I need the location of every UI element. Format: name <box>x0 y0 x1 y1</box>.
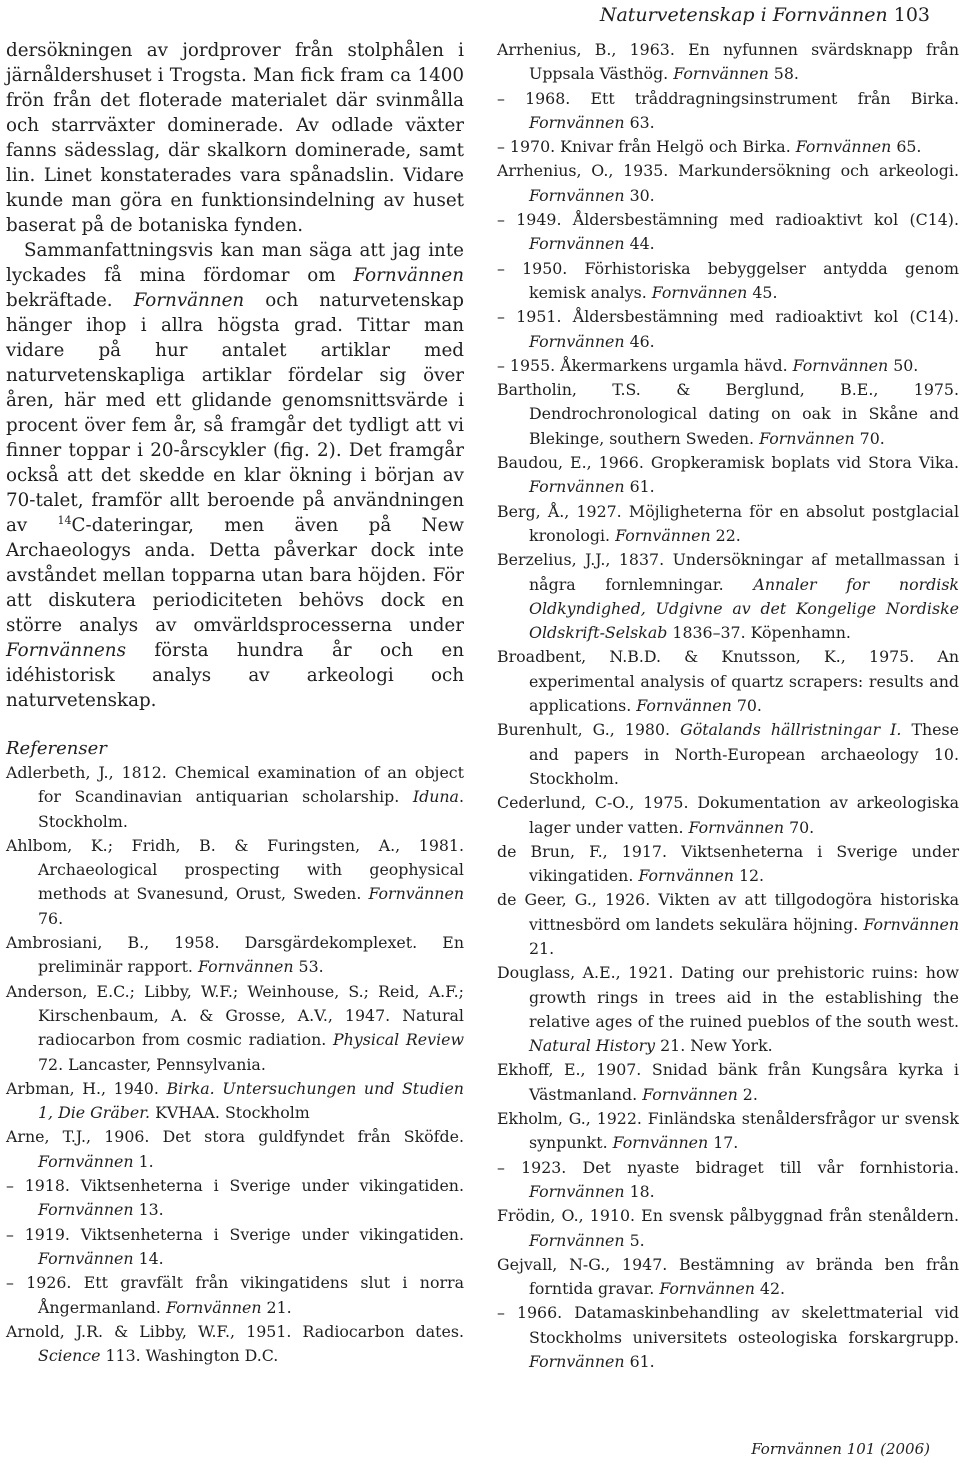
reference-entry <box>497 1204 959 1253</box>
reference-text: de Brun, F., 1917. Viktsenheterna i Sverige under vikingatiden. <box>497 841 959 886</box>
reference-text: Adlerbeth, J., 1812. Chemical examination of an object for Scandinavian antiquarian scholarship. <box>6 763 464 807</box>
reference-text: 22. <box>710 525 741 545</box>
reference-text: Gejvall, N-G., 1947. Bestämning av brända ben från forntida gravar. <box>497 1254 959 1299</box>
reference-italic: Science <box>38 1346 101 1366</box>
reference-entry <box>497 888 959 961</box>
reference-entry <box>6 1320 464 1369</box>
reference-entry <box>497 791 959 840</box>
text-span: och naturvetenskap hänger ihop i allra högsta grad. Tittar man vidare på hur antalet artiklar med naturvetenskapliga artiklar fördelar sig över åren, här med ett glidande genomsnittsvärde i procent över fem år, så framgår det tydligt att vi finner toppar i 20-årscykler (fig. 2). Det framgår också att det skedde en klar ökning i början av 70-talet, framför allt beroende på användningen av <box>6 290 464 536</box>
reference-text: 63. <box>624 112 655 132</box>
reference-text: 17. <box>708 1133 739 1153</box>
reference-text: 70. <box>784 817 815 837</box>
reference-text: Berg, Å., 1927. Möjligheterna för en absolut postglacial kronologi. <box>497 501 959 545</box>
left-column <box>6 38 464 1368</box>
reference-italic: Fornvännen <box>651 282 748 302</box>
reference-text: 65. <box>891 137 922 157</box>
reference-italic: Fornvännen <box>165 1297 262 1317</box>
reference-text: 1836–37. Köpenhamn. <box>667 623 851 643</box>
reference-italic: Fornvännen <box>529 112 625 132</box>
reference-italic: Fornvännen <box>792 355 889 375</box>
reference-text: Arnold, J.R. & Libby, W.F., 1951. Radiocarbon dates. <box>6 1321 464 1341</box>
reference-italic: Fornvännen <box>795 137 892 157</box>
reference-entry <box>6 1223 464 1272</box>
reference-italic: Fornvännen <box>615 525 711 545</box>
reference-text: Ambrosiani, B., 1958. Darsgärdekomplexet. En preliminär rapport. <box>6 933 464 977</box>
reference-text: 21. <box>261 1297 292 1317</box>
reference-entry <box>6 1125 464 1174</box>
reference-entry <box>497 1301 959 1374</box>
reference-entry <box>497 840 959 889</box>
reference-entry <box>497 38 959 87</box>
reference-text: Baudou, E., 1966. Gropkeramisk boplats vid Stora Vika. <box>497 453 959 473</box>
reference-entry <box>6 931 464 980</box>
reference-entry <box>497 305 959 354</box>
reference-text: – 1950. Förhistoriska bebyggelser antydda genom kemisk analys. <box>497 258 959 302</box>
reference-text: 13. <box>133 1200 164 1220</box>
reference-italic: Fornvännen <box>529 1181 625 1201</box>
reference-text: – 1926. Ett gravfält från vikingatidens slut i norra Ångermanland. <box>6 1273 464 1317</box>
reference-text: Arrhenius, O., 1935. Markundersökning och arkeologi. <box>497 161 959 181</box>
superscript: 14 <box>57 513 72 527</box>
reference-entry <box>497 548 959 645</box>
reference-text: – 1919. Viktsenheterna i Sverige under vikingatiden. <box>6 1224 464 1244</box>
reference-text: 42. <box>754 1279 786 1299</box>
reference-text: 21. <box>529 938 555 958</box>
reference-italic: Fornvännen <box>636 696 732 716</box>
reference-italic: Birka. Untersuchungen und Studien 1, Die Gräber. <box>38 1078 464 1123</box>
reference-text: 46. <box>624 331 655 351</box>
reference-italic: Fornvännen <box>612 1133 709 1153</box>
reference-entry <box>497 961 959 1058</box>
reference-text: 1. <box>133 1151 154 1171</box>
reference-text: 53. <box>293 957 324 977</box>
right-column <box>497 38 959 1374</box>
reference-entry <box>6 1174 464 1223</box>
reference-italic: Fornvännen <box>368 884 464 904</box>
reference-text: – 1968. Ett tråddragningsinstrument från Birka. <box>497 88 959 108</box>
reference-italic: Fornvännen <box>197 957 294 977</box>
reference-text: 113. Washington D.C. <box>100 1346 279 1366</box>
reference-entry <box>497 1156 959 1205</box>
reference-entry <box>6 980 464 1077</box>
reference-italic: Götalands hällristningar I. <box>680 720 902 740</box>
reference-italic: Fornvännen <box>642 1084 738 1104</box>
reference-text: 45. <box>747 282 778 302</box>
reference-text: . Stockholm. <box>38 787 464 831</box>
reference-text: – 1949. Åldersbestämning med radioaktivt kol (C14). <box>497 210 959 230</box>
reference-text: These and papers in North-European archaeology 10. Stockholm. <box>529 720 959 788</box>
reference-entry <box>497 208 959 257</box>
reference-text: Cederlund, C-O., 1975. Dokumentation av arkeologiska lager under vatten. <box>497 793 959 837</box>
journal-section-title: Naturvetenskap i Fornvännen <box>599 4 888 26</box>
reference-text: – 1951. Åldersbestämning med radioaktivt kol (C14). <box>497 307 959 327</box>
reference-italic: Fornvännen <box>688 817 785 837</box>
reference-text: 12. <box>733 866 765 886</box>
reference-text: 76. <box>38 908 64 928</box>
reference-text: – 1923. Det nyaste bidraget till vår fornhistoria. <box>497 1157 959 1177</box>
reference-italic: Fornvännen <box>38 1248 134 1268</box>
reference-list-left <box>6 761 464 1368</box>
reference-text: Berzelius, J.J., 1837. Undersökningar af metallmassan i några fornlemningar. <box>497 550 959 594</box>
reference-italic: Fornvännen <box>529 1352 625 1372</box>
reference-italic: Fornvännen <box>529 234 625 254</box>
reference-text: Ekhoff, E., 1907. Snidad bänk från Kungsåra kyrka i Västmanland. <box>497 1060 959 1104</box>
reference-italic: Fornvännen <box>38 1151 134 1171</box>
reference-text: 5. <box>624 1230 645 1250</box>
reference-text: Arbman, H., 1940. <box>6 1078 167 1098</box>
text-span: bekräftade. <box>6 290 134 311</box>
reference-entry <box>6 834 464 931</box>
reference-text: KVHAA. Stockholm <box>150 1103 310 1123</box>
reference-text: 21. New York. <box>655 1036 773 1056</box>
reference-text: 14. <box>133 1248 164 1268</box>
reference-text: – 1918. Viktsenheterna i Sverige under vikingatiden. <box>6 1176 464 1196</box>
reference-entry <box>497 500 959 549</box>
reference-text: – 1955. Åkermarkens urgamla hävd. <box>497 355 793 375</box>
reference-italic: Fornvännen <box>759 428 855 448</box>
reference-text: 2. <box>737 1084 758 1104</box>
journal-name: Fornvännen <box>133 290 245 311</box>
reference-entry <box>497 645 959 718</box>
reference-entry <box>6 1077 464 1126</box>
reference-entry <box>497 257 959 306</box>
reference-text: Burenhult, G., 1980. <box>497 720 681 740</box>
reference-italic: Annaler for nordisk Oldkyndighed, Udgivne av det Kongelige Nordiske Oldskrift-Selskab <box>529 574 960 643</box>
text-span: första hundra år och en idéhistorisk analys av arkeologi och naturvetenskap. <box>6 640 464 711</box>
reference-entry <box>497 1107 959 1156</box>
page-footer: Fornvännen 101 (2006) <box>751 1440 930 1458</box>
reference-entry <box>497 1058 959 1107</box>
reference-text: 61. <box>624 477 655 497</box>
reference-text: 70. <box>731 696 762 716</box>
reference-list-right <box>497 38 959 1374</box>
journal-name: Fornvännens <box>6 640 126 661</box>
reference-italic: Fornvännen <box>529 1230 625 1250</box>
reference-text: 58. <box>768 64 799 84</box>
reference-italic: Fornvännen <box>659 1279 755 1299</box>
reference-text: Ekholm, G., 1922. Finländska stenåldersfrågor ur svensk synpunkt. <box>497 1109 959 1153</box>
reference-text: 61. <box>624 1352 655 1372</box>
reference-entry <box>497 87 959 136</box>
reference-text: 44. <box>624 234 655 254</box>
reference-italic: Fornvännen <box>863 914 959 934</box>
reference-text: 30. <box>624 185 655 205</box>
reference-text: 18. <box>624 1181 655 1201</box>
reference-entry <box>6 761 464 834</box>
reference-entry <box>6 1271 464 1320</box>
reference-text: Arrhenius, B., 1963. En nyfunnen svärdsknapp från Uppsala Västhög. <box>497 40 959 84</box>
reference-entry <box>497 451 959 500</box>
reference-text: 72. Lancaster, Pennsylvania. <box>38 1054 266 1074</box>
journal-name: Fornvännen <box>353 265 464 286</box>
reference-text: – 1970. Knivar från Helgö och Birka. <box>497 137 796 157</box>
reference-entry <box>497 354 959 378</box>
reference-italic: Iduna <box>412 787 459 807</box>
text-span: C-dateringar, men även på New Archaeologys anda. Detta påverkar dock inte avståndet mellan topparna utan bara höjden. För att diskutera periodiciteten behövs dock en större analys av omvärldsprocesserna under <box>6 515 464 636</box>
reference-entry <box>497 378 959 451</box>
reference-entry <box>497 159 959 208</box>
reference-text: Douglass, A.E., 1921. Dating our prehistoric ruins: how growth rings in trees aid in the establishing the relative ages of the ruined pueblos of the south west. <box>497 963 959 1031</box>
references-heading: Referenser <box>6 738 107 759</box>
reference-text: Ahlbom, K.; Fridh, B. & Furingsten, A., 1981. Archaeological prospecting with geophysical methods at Svanesund, Orust, Sweden. <box>6 835 464 904</box>
article-body <box>6 38 464 713</box>
reference-italic: Fornvännen <box>38 1200 134 1220</box>
reference-italic: Fornvännen <box>529 477 625 497</box>
reference-italic: Fornvännen <box>529 331 625 351</box>
reference-text: – 1966. Datamaskinbehandling av skelettmaterial vid Stockholms universitets osteologiska forskargrupp. <box>497 1303 959 1347</box>
page-number: 103 <box>893 4 930 26</box>
reference-text: Frödin, O., 1910. En svensk pålbyggnad från stenåldern. <box>497 1206 959 1226</box>
reference-entry <box>497 1253 959 1302</box>
reference-italic: Natural History <box>529 1036 656 1056</box>
reference-text: Bartholin, T.S. & Berglund, B.E., 1975. Dendrochronological dating on oak in Skåne and Blekinge, southern Sweden. <box>497 380 959 448</box>
reference-italic: Physical Review <box>332 1030 464 1050</box>
body-paragraph-2 <box>6 238 464 713</box>
reference-text: Broadbent, N.B.D. & Knutsson, K., 1975. An experimental analysis of quartz scrapers: results and applications. <box>497 647 959 716</box>
running-head <box>600 4 930 26</box>
body-paragraph-1: dersökningen av jordprover från stolphålen i järnåldershuset i Trogsta. Man fick fram ca 1400 frön från det floterade materialet där svinmålla och starrväxter dominerade. Av odlade växter fanns sädesslag, där skalkorn dominerade, samt lin. Linet konstaterades vara spånadslin. Vidare kunde man göra en funktionsindelning av huset baserat på de botaniska fynden. <box>6 40 464 236</box>
reference-italic: Fornvännen <box>529 185 625 205</box>
reference-text: Arne, T.J., 1906. Det stora guldfyndet från Sköfde. <box>6 1127 464 1147</box>
reference-text: 70. <box>854 428 885 448</box>
reference-entry <box>497 718 959 791</box>
reference-text: Anderson, E.C.; Libby, W.F.; Weinhouse, S.; Reid, A.F.; Kirschenbaum, A. & Grosse, A.V., 1947. Natural radiocarbon from cosmic radiation. <box>6 981 464 1050</box>
reference-italic: Fornvännen <box>638 866 734 886</box>
reference-entry <box>497 135 959 159</box>
reference-text: de Geer, G., 1926. Vikten av att tillgodogöra historiska vittnesbörd om landets sekulära höjning. <box>497 890 959 934</box>
reference-text: 50. <box>888 355 919 375</box>
reference-italic: Fornvännen <box>673 64 769 84</box>
text-span: Sammanfattningsvis kan man säga att jag inte lyckades få mina fördomar om <box>6 240 464 286</box>
